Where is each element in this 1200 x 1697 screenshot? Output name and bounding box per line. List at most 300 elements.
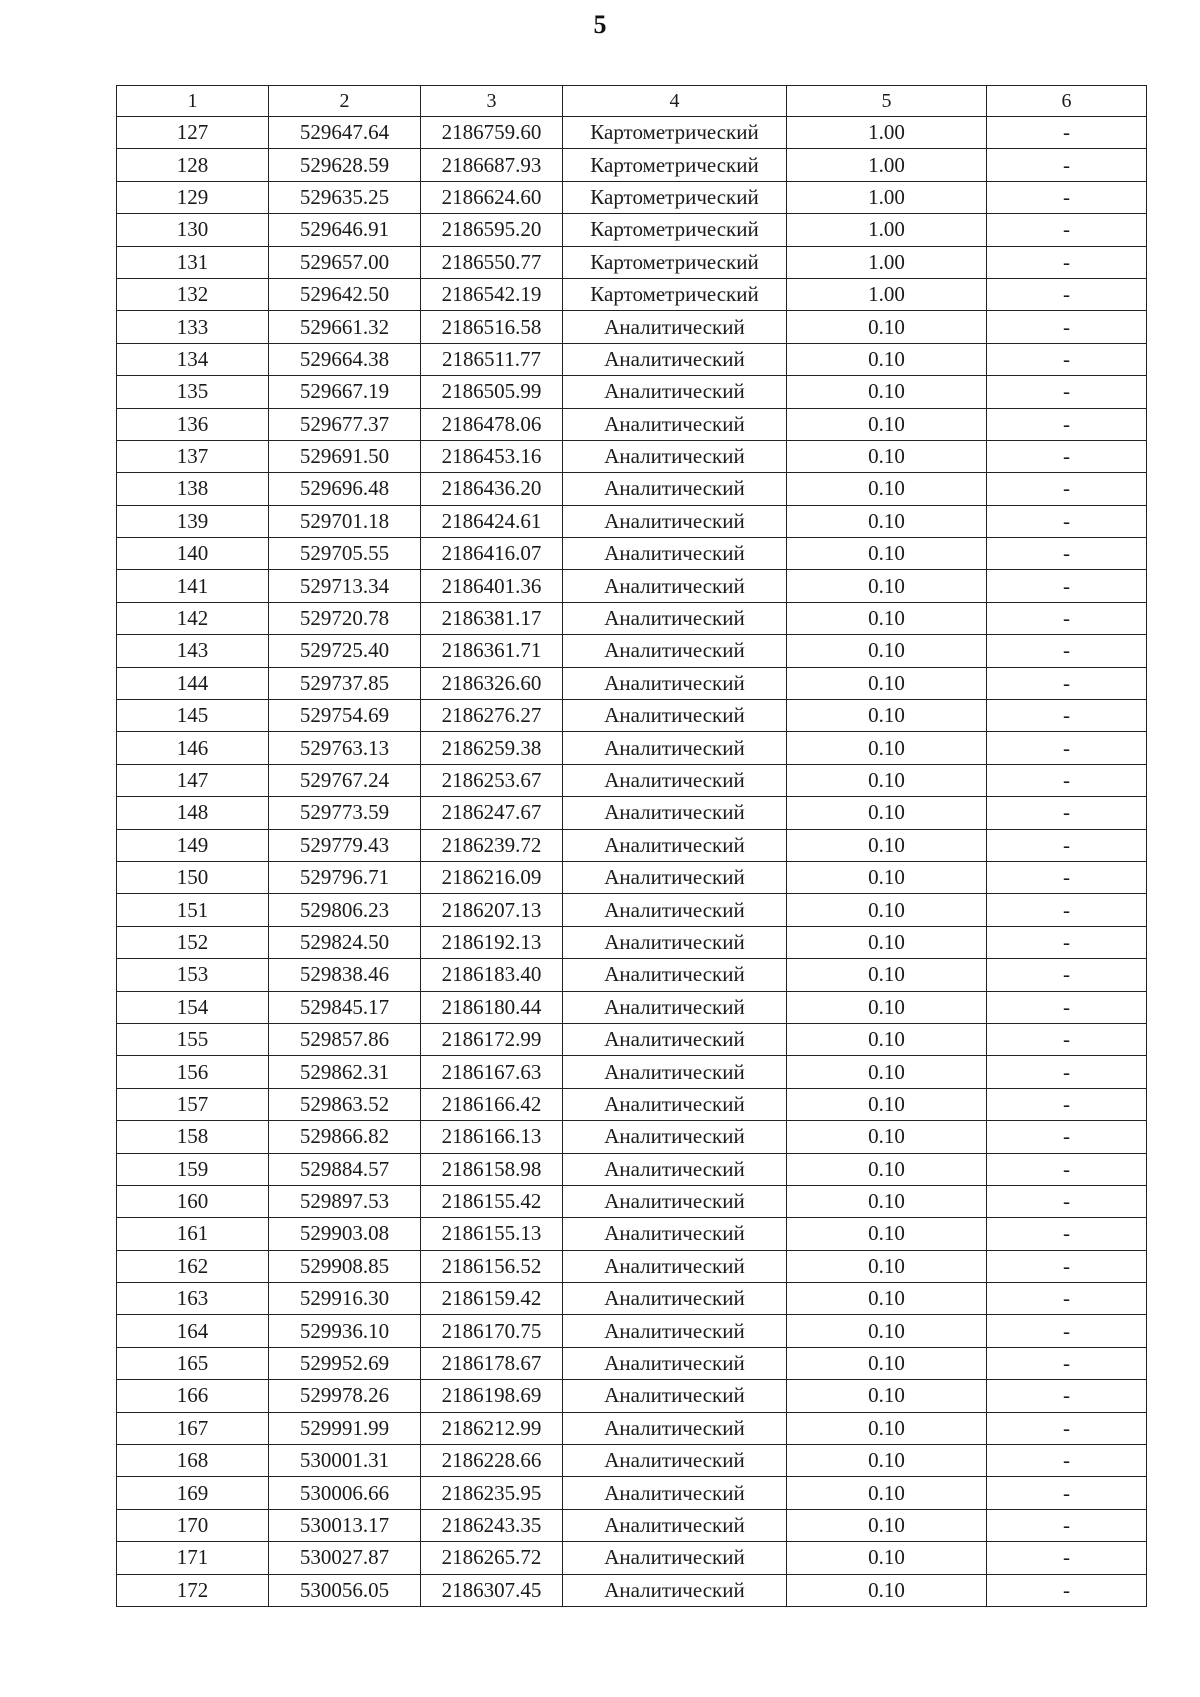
- point-number-cell: 155: [117, 1023, 269, 1055]
- note-cell: -: [987, 214, 1147, 246]
- x-coordinate-cell: 529701.18: [269, 505, 421, 537]
- method-cell: Аналитический: [563, 376, 787, 408]
- header-cell: 2: [269, 86, 421, 117]
- accuracy-cell: 0.10: [787, 1412, 987, 1444]
- x-coordinate-cell: 529713.34: [269, 570, 421, 602]
- note-cell: -: [987, 1153, 1147, 1185]
- note-cell: -: [987, 959, 1147, 991]
- note-cell: -: [987, 1542, 1147, 1574]
- note-cell: -: [987, 700, 1147, 732]
- y-coordinate-cell: 2186453.16: [421, 440, 563, 472]
- accuracy-cell: 0.10: [787, 667, 987, 699]
- point-number-cell: 137: [117, 440, 269, 472]
- table-row: [117, 1283, 1147, 1315]
- x-coordinate-cell: 529897.53: [269, 1185, 421, 1217]
- accuracy-cell: 0.10: [787, 1121, 987, 1153]
- point-number-cell: 140: [117, 538, 269, 570]
- table-row: [117, 440, 1147, 472]
- note-cell: -: [987, 311, 1147, 343]
- accuracy-cell: 0.10: [787, 1509, 987, 1541]
- method-cell: Аналитический: [563, 1445, 787, 1477]
- page-number: 5: [593, 10, 607, 39]
- method-cell: Аналитический: [563, 505, 787, 537]
- table-row: [117, 1088, 1147, 1120]
- x-coordinate-cell: 529635.25: [269, 181, 421, 213]
- accuracy-cell: 1.00: [787, 214, 987, 246]
- note-cell: -: [987, 602, 1147, 634]
- y-coordinate-cell: 2186505.99: [421, 376, 563, 408]
- note-cell: -: [987, 1380, 1147, 1412]
- y-coordinate-cell: 2186228.66: [421, 1445, 563, 1477]
- y-coordinate-cell: 2186424.61: [421, 505, 563, 537]
- x-coordinate-cell: 529936.10: [269, 1315, 421, 1347]
- point-number-cell: 171: [117, 1542, 269, 1574]
- x-coordinate-cell: 529725.40: [269, 635, 421, 667]
- method-cell: Картометрический: [563, 214, 787, 246]
- point-number-cell: 154: [117, 991, 269, 1023]
- note-cell: -: [987, 1218, 1147, 1250]
- x-coordinate-cell: 529705.55: [269, 538, 421, 570]
- note-cell: -: [987, 926, 1147, 958]
- table-row: [117, 1250, 1147, 1282]
- y-coordinate-cell: 2186516.58: [421, 311, 563, 343]
- table-body: [117, 117, 1147, 1607]
- method-cell: Аналитический: [563, 1477, 787, 1509]
- x-coordinate-cell: 529642.50: [269, 278, 421, 310]
- point-number-cell: 156: [117, 1056, 269, 1088]
- x-coordinate-cell: 529664.38: [269, 343, 421, 375]
- x-coordinate-cell: 529647.64: [269, 117, 421, 149]
- accuracy-cell: 0.10: [787, 1056, 987, 1088]
- note-cell: -: [987, 1477, 1147, 1509]
- x-coordinate-cell: 529737.85: [269, 667, 421, 699]
- note-cell: -: [987, 278, 1147, 310]
- accuracy-cell: 0.10: [787, 635, 987, 667]
- x-coordinate-cell: 529661.32: [269, 311, 421, 343]
- y-coordinate-cell: 2186511.77: [421, 343, 563, 375]
- accuracy-cell: 0.10: [787, 764, 987, 796]
- method-cell: Аналитический: [563, 635, 787, 667]
- point-number-cell: 130: [117, 214, 269, 246]
- accuracy-cell: 1.00: [787, 246, 987, 278]
- y-coordinate-cell: 2186158.98: [421, 1153, 563, 1185]
- point-number-cell: 158: [117, 1121, 269, 1153]
- method-cell: Аналитический: [563, 1283, 787, 1315]
- point-number-cell: 147: [117, 764, 269, 796]
- method-cell: Аналитический: [563, 473, 787, 505]
- y-coordinate-cell: 2186624.60: [421, 181, 563, 213]
- y-coordinate-cell: 2186436.20: [421, 473, 563, 505]
- x-coordinate-cell: 529657.00: [269, 246, 421, 278]
- method-cell: Аналитический: [563, 1347, 787, 1379]
- table-header: [117, 86, 1147, 117]
- table-row: [117, 667, 1147, 699]
- note-cell: -: [987, 440, 1147, 472]
- table-row: [117, 1380, 1147, 1412]
- x-coordinate-cell: 529763.13: [269, 732, 421, 764]
- header-cell: 1: [117, 86, 269, 117]
- y-coordinate-cell: 2186253.67: [421, 764, 563, 796]
- table-row: [117, 1445, 1147, 1477]
- accuracy-cell: 0.10: [787, 1218, 987, 1250]
- accuracy-cell: 0.10: [787, 408, 987, 440]
- y-coordinate-cell: 2186542.19: [421, 278, 563, 310]
- point-number-cell: 136: [117, 408, 269, 440]
- header-cell: 4: [563, 86, 787, 117]
- point-number-cell: 151: [117, 894, 269, 926]
- table-row: [117, 1477, 1147, 1509]
- x-coordinate-cell: 529866.82: [269, 1121, 421, 1153]
- method-cell: Аналитический: [563, 829, 787, 861]
- y-coordinate-cell: 2186159.42: [421, 1283, 563, 1315]
- table-row: [117, 1509, 1147, 1541]
- x-coordinate-cell: 529767.24: [269, 764, 421, 796]
- point-number-cell: 148: [117, 797, 269, 829]
- y-coordinate-cell: 2186381.17: [421, 602, 563, 634]
- table-row: [117, 764, 1147, 796]
- header-cell: 3: [421, 86, 563, 117]
- table-row: [117, 117, 1147, 149]
- x-coordinate-cell: 530027.87: [269, 1542, 421, 1574]
- method-cell: Аналитический: [563, 861, 787, 893]
- table-row: [117, 473, 1147, 505]
- y-coordinate-cell: 2186192.13: [421, 926, 563, 958]
- x-coordinate-cell: 530001.31: [269, 1445, 421, 1477]
- point-number-cell: 128: [117, 149, 269, 181]
- accuracy-cell: 0.10: [787, 1185, 987, 1217]
- table-row: [117, 797, 1147, 829]
- x-coordinate-cell: 529908.85: [269, 1250, 421, 1282]
- accuracy-cell: 0.10: [787, 602, 987, 634]
- method-cell: Картометрический: [563, 181, 787, 213]
- point-number-cell: 164: [117, 1315, 269, 1347]
- y-coordinate-cell: 2186156.52: [421, 1250, 563, 1282]
- accuracy-cell: 0.10: [787, 1445, 987, 1477]
- accuracy-cell: 0.10: [787, 1315, 987, 1347]
- y-coordinate-cell: 2186235.95: [421, 1477, 563, 1509]
- note-cell: -: [987, 1315, 1147, 1347]
- accuracy-cell: 0.10: [787, 959, 987, 991]
- point-number-cell: 146: [117, 732, 269, 764]
- x-coordinate-cell: 529884.57: [269, 1153, 421, 1185]
- note-cell: -: [987, 538, 1147, 570]
- accuracy-cell: 0.10: [787, 1023, 987, 1055]
- note-cell: -: [987, 1412, 1147, 1444]
- y-coordinate-cell: 2186155.42: [421, 1185, 563, 1217]
- method-cell: Аналитический: [563, 764, 787, 796]
- note-cell: -: [987, 1347, 1147, 1379]
- accuracy-cell: 0.10: [787, 570, 987, 602]
- method-cell: Аналитический: [563, 1509, 787, 1541]
- note-cell: -: [987, 1250, 1147, 1282]
- accuracy-cell: 0.10: [787, 1380, 987, 1412]
- method-cell: Аналитический: [563, 991, 787, 1023]
- method-cell: Аналитический: [563, 311, 787, 343]
- note-cell: -: [987, 343, 1147, 375]
- point-number-cell: 162: [117, 1250, 269, 1282]
- method-cell: Аналитический: [563, 700, 787, 732]
- point-number-cell: 157: [117, 1088, 269, 1120]
- method-cell: Аналитический: [563, 959, 787, 991]
- point-number-cell: 161: [117, 1218, 269, 1250]
- table-row: [117, 829, 1147, 861]
- point-number-cell: 152: [117, 926, 269, 958]
- accuracy-cell: 0.10: [787, 1250, 987, 1282]
- table-row: [117, 926, 1147, 958]
- y-coordinate-cell: 2186276.27: [421, 700, 563, 732]
- note-cell: -: [987, 667, 1147, 699]
- y-coordinate-cell: 2186212.99: [421, 1412, 563, 1444]
- y-coordinate-cell: 2186172.99: [421, 1023, 563, 1055]
- accuracy-cell: 1.00: [787, 117, 987, 149]
- accuracy-cell: 0.10: [787, 376, 987, 408]
- table-row: [117, 181, 1147, 213]
- accuracy-cell: 0.10: [787, 700, 987, 732]
- table-row: [117, 278, 1147, 310]
- point-number-cell: 142: [117, 602, 269, 634]
- point-number-cell: 169: [117, 1477, 269, 1509]
- point-number-cell: 139: [117, 505, 269, 537]
- accuracy-cell: 0.10: [787, 1088, 987, 1120]
- table-row: [117, 149, 1147, 181]
- y-coordinate-cell: 2186183.40: [421, 959, 563, 991]
- y-coordinate-cell: 2186239.72: [421, 829, 563, 861]
- method-cell: Аналитический: [563, 1056, 787, 1088]
- note-cell: -: [987, 861, 1147, 893]
- y-coordinate-cell: 2186595.20: [421, 214, 563, 246]
- accuracy-cell: 0.10: [787, 538, 987, 570]
- table-row: [117, 959, 1147, 991]
- x-coordinate-cell: 530013.17: [269, 1509, 421, 1541]
- x-coordinate-cell: 530006.66: [269, 1477, 421, 1509]
- point-number-cell: 172: [117, 1574, 269, 1606]
- y-coordinate-cell: 2186166.42: [421, 1088, 563, 1120]
- x-coordinate-cell: 529857.86: [269, 1023, 421, 1055]
- y-coordinate-cell: 2186198.69: [421, 1380, 563, 1412]
- accuracy-cell: 0.10: [787, 440, 987, 472]
- method-cell: Аналитический: [563, 1315, 787, 1347]
- accuracy-cell: 0.10: [787, 1153, 987, 1185]
- table-row: [117, 1218, 1147, 1250]
- accuracy-cell: 0.10: [787, 1347, 987, 1379]
- x-coordinate-cell: 529863.52: [269, 1088, 421, 1120]
- x-coordinate-cell: 529696.48: [269, 473, 421, 505]
- point-number-cell: 135: [117, 376, 269, 408]
- table-row: [117, 246, 1147, 278]
- note-cell: -: [987, 991, 1147, 1023]
- method-cell: Аналитический: [563, 1250, 787, 1282]
- y-coordinate-cell: 2186243.35: [421, 1509, 563, 1541]
- point-number-cell: 141: [117, 570, 269, 602]
- x-coordinate-cell: 529720.78: [269, 602, 421, 634]
- method-cell: Аналитический: [563, 1380, 787, 1412]
- table-row: [117, 1347, 1147, 1379]
- note-cell: -: [987, 149, 1147, 181]
- y-coordinate-cell: 2186326.60: [421, 667, 563, 699]
- note-cell: -: [987, 1283, 1147, 1315]
- point-number-cell: 166: [117, 1380, 269, 1412]
- table-row: [117, 1542, 1147, 1574]
- table-row: [117, 1412, 1147, 1444]
- accuracy-cell: 0.10: [787, 1542, 987, 1574]
- table-row: [117, 343, 1147, 375]
- note-cell: -: [987, 570, 1147, 602]
- x-coordinate-cell: 529903.08: [269, 1218, 421, 1250]
- note-cell: -: [987, 635, 1147, 667]
- x-coordinate-cell: 529628.59: [269, 149, 421, 181]
- y-coordinate-cell: 2186170.75: [421, 1315, 563, 1347]
- table-row: [117, 991, 1147, 1023]
- accuracy-cell: 0.10: [787, 1477, 987, 1509]
- method-cell: Аналитический: [563, 894, 787, 926]
- note-cell: -: [987, 376, 1147, 408]
- accuracy-cell: 0.10: [787, 732, 987, 764]
- y-coordinate-cell: 2186180.44: [421, 991, 563, 1023]
- point-number-cell: 160: [117, 1185, 269, 1217]
- note-cell: -: [987, 764, 1147, 796]
- note-cell: -: [987, 1088, 1147, 1120]
- point-number-cell: 131: [117, 246, 269, 278]
- method-cell: Аналитический: [563, 440, 787, 472]
- x-coordinate-cell: 529845.17: [269, 991, 421, 1023]
- table-row: [117, 602, 1147, 634]
- method-cell: Аналитический: [563, 667, 787, 699]
- method-cell: Аналитический: [563, 732, 787, 764]
- point-number-cell: 143: [117, 635, 269, 667]
- accuracy-cell: 1.00: [787, 149, 987, 181]
- table-row: [117, 538, 1147, 570]
- table-row: [117, 894, 1147, 926]
- x-coordinate-cell: 529952.69: [269, 1347, 421, 1379]
- x-coordinate-cell: 529779.43: [269, 829, 421, 861]
- y-coordinate-cell: 2186401.36: [421, 570, 563, 602]
- note-cell: -: [987, 1509, 1147, 1541]
- note-cell: -: [987, 829, 1147, 861]
- x-coordinate-cell: 529978.26: [269, 1380, 421, 1412]
- y-coordinate-cell: 2186216.09: [421, 861, 563, 893]
- note-cell: -: [987, 797, 1147, 829]
- table-row: [117, 1574, 1147, 1606]
- table-row: [117, 861, 1147, 893]
- method-cell: Аналитический: [563, 343, 787, 375]
- point-number-cell: 145: [117, 700, 269, 732]
- note-cell: -: [987, 732, 1147, 764]
- accuracy-cell: 0.10: [787, 894, 987, 926]
- point-number-cell: 167: [117, 1412, 269, 1444]
- note-cell: -: [987, 473, 1147, 505]
- x-coordinate-cell: 529991.99: [269, 1412, 421, 1444]
- note-cell: -: [987, 1574, 1147, 1606]
- method-cell: Аналитический: [563, 1412, 787, 1444]
- note-cell: -: [987, 181, 1147, 213]
- x-coordinate-cell: 529838.46: [269, 959, 421, 991]
- table-row: [117, 1185, 1147, 1217]
- header-cell: 6: [987, 86, 1147, 117]
- table-row: [117, 214, 1147, 246]
- table-row: [117, 1023, 1147, 1055]
- method-cell: Аналитический: [563, 1088, 787, 1120]
- method-cell: Аналитический: [563, 602, 787, 634]
- y-coordinate-cell: 2186167.63: [421, 1056, 563, 1088]
- method-cell: Аналитический: [563, 797, 787, 829]
- header-row: [117, 86, 1147, 117]
- point-number-cell: 168: [117, 1445, 269, 1477]
- method-cell: Аналитический: [563, 570, 787, 602]
- y-coordinate-cell: 2186307.45: [421, 1574, 563, 1606]
- point-number-cell: 163: [117, 1283, 269, 1315]
- note-cell: -: [987, 1056, 1147, 1088]
- table-row: [117, 505, 1147, 537]
- method-cell: Аналитический: [563, 1574, 787, 1606]
- table-row: [117, 1121, 1147, 1153]
- y-coordinate-cell: 2186247.67: [421, 797, 563, 829]
- method-cell: Аналитический: [563, 408, 787, 440]
- y-coordinate-cell: 2186550.77: [421, 246, 563, 278]
- accuracy-cell: 0.10: [787, 926, 987, 958]
- method-cell: Картометрический: [563, 117, 787, 149]
- table-row: [117, 635, 1147, 667]
- table-row: [117, 570, 1147, 602]
- x-coordinate-cell: 529796.71: [269, 861, 421, 893]
- x-coordinate-cell: 529646.91: [269, 214, 421, 246]
- note-cell: -: [987, 117, 1147, 149]
- point-number-cell: 138: [117, 473, 269, 505]
- accuracy-cell: 1.00: [787, 278, 987, 310]
- table-row: [117, 1153, 1147, 1185]
- header-cell: 5: [787, 86, 987, 117]
- point-number-cell: 129: [117, 181, 269, 213]
- point-number-cell: 134: [117, 343, 269, 375]
- method-cell: Аналитический: [563, 1542, 787, 1574]
- point-number-cell: 170: [117, 1509, 269, 1541]
- x-coordinate-cell: 529916.30: [269, 1283, 421, 1315]
- point-number-cell: 144: [117, 667, 269, 699]
- point-number-cell: 132: [117, 278, 269, 310]
- x-coordinate-cell: 529691.50: [269, 440, 421, 472]
- y-coordinate-cell: 2186361.71: [421, 635, 563, 667]
- accuracy-cell: 0.10: [787, 1283, 987, 1315]
- table-row: [117, 700, 1147, 732]
- y-coordinate-cell: 2186166.13: [421, 1121, 563, 1153]
- point-number-cell: 150: [117, 861, 269, 893]
- note-cell: -: [987, 1023, 1147, 1055]
- y-coordinate-cell: 2186207.13: [421, 894, 563, 926]
- method-cell: Картометрический: [563, 278, 787, 310]
- note-cell: -: [987, 246, 1147, 278]
- method-cell: Картометрический: [563, 149, 787, 181]
- accuracy-cell: 0.10: [787, 505, 987, 537]
- accuracy-cell: 0.10: [787, 797, 987, 829]
- accuracy-cell: 0.10: [787, 343, 987, 375]
- accuracy-cell: 0.10: [787, 1574, 987, 1606]
- point-number-cell: 127: [117, 117, 269, 149]
- note-cell: -: [987, 505, 1147, 537]
- note-cell: -: [987, 408, 1147, 440]
- note-cell: -: [987, 1185, 1147, 1217]
- method-cell: Аналитический: [563, 1153, 787, 1185]
- y-coordinate-cell: 2186155.13: [421, 1218, 563, 1250]
- table-row: [117, 408, 1147, 440]
- point-number-cell: 149: [117, 829, 269, 861]
- method-cell: Аналитический: [563, 538, 787, 570]
- y-coordinate-cell: 2186178.67: [421, 1347, 563, 1379]
- point-number-cell: 133: [117, 311, 269, 343]
- x-coordinate-cell: 529677.37: [269, 408, 421, 440]
- note-cell: -: [987, 1121, 1147, 1153]
- method-cell: Аналитический: [563, 1121, 787, 1153]
- accuracy-cell: 0.10: [787, 311, 987, 343]
- point-number-cell: 165: [117, 1347, 269, 1379]
